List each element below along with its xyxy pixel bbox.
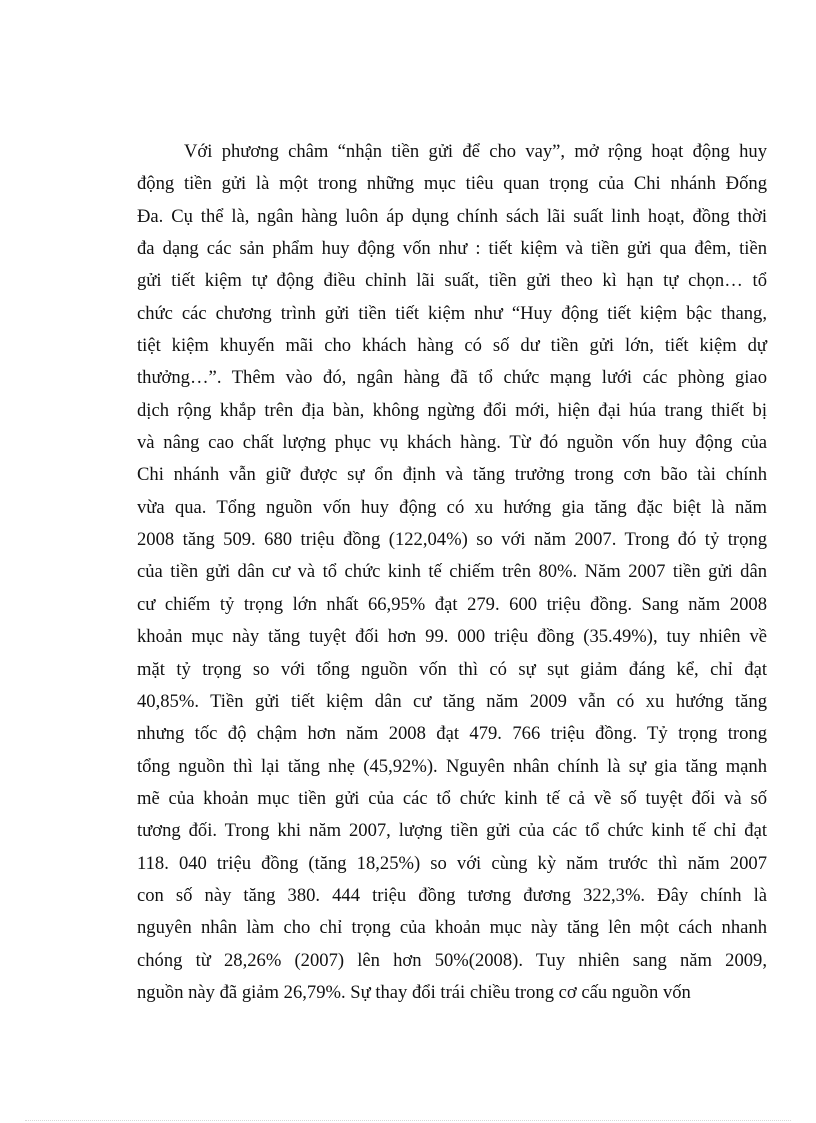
- paragraph-line: chóng từ 28,26% (2007) lên hơn 50%(2008). Tuy nhiên sang năm 2009,: [137, 949, 767, 971]
- paragraph-line: nguồn này đã giảm 26,79%. Sự thay đổi trái chiều trong cơ cấu nguồn vốn: [137, 981, 691, 1003]
- paragraph-line: tổng nguồn thì lại tăng nhẹ (45,92%). Nguyên nhân chính là sự gia tăng mạnh: [137, 755, 767, 777]
- paragraph-line: Với phương châm “nhận tiền gửi để cho vay”, mở rộng hoạt động huy: [184, 141, 767, 162]
- paragraph-line: tiệt kiệm khuyến mãi cho khách hàng có số dư tiền gửi lớn, tiết kiệm dự: [137, 335, 767, 357]
- paragraph-line: vừa qua. Tổng nguồn vốn huy động có xu hướng gia tăng đặc biệt là năm: [137, 496, 767, 518]
- paragraph-line: đa dạng các sản phẩm huy động vốn như : tiết kiệm và tiền gửi qua đêm, tiền: [137, 238, 767, 260]
- paragraph-line: tương đối. Trong khi năm 2007, lượng tiền gửi của các tổ chức kinh tế chỉ đạt: [137, 820, 767, 842]
- paragraph-line: Chi nhánh vẫn giữ được sự ổn định và tăng trưởng trong cơn bão tài chính: [137, 464, 767, 486]
- paragraph-line: mẽ của khoản mục tiền gửi của các tổ chức kinh tế cả về số tuyệt đối và số: [137, 787, 767, 809]
- paragraph-line: Đa. Cụ thể là, ngân hàng luôn áp dụng chính sách lãi suất linh hoạt, đồng thời: [137, 205, 767, 227]
- paragraph-line: thưởng…”. Thêm vào đó, ngân hàng đã tổ chức mạng lưới các phòng giao: [137, 367, 767, 389]
- paragraph-line: cư chiếm tỷ trọng lớn nhất 66,95% đạt 279. 600 triệu đồng. Sang năm 2008: [137, 593, 767, 615]
- paragraph-line: khoản mục này tăng tuyệt đối hơn 99. 000 triệu đồng (35.49%), tuy nhiên về: [137, 626, 767, 648]
- paragraph-line: gửi tiết kiệm tự động điều chỉnh lãi suất, tiền gửi theo kì hạn tự chọn… tổ: [137, 270, 767, 292]
- paragraph-line: 40,85%. Tiền gửi tiết kiệm dân cư tăng năm 2009 vẫn có xu hướng tăng: [137, 690, 767, 712]
- paragraph-line: động tiền gửi là một trong những mục tiêu quan trọng của Chi nhánh Đống: [137, 173, 767, 195]
- paragraph-line: 118. 040 triệu đồng (tăng 18,25%) so với cùng kỳ năm trước thì năm 2007: [137, 852, 767, 874]
- page-bottom-divider: [25, 1120, 791, 1121]
- paragraph-line: nhưng tốc độ chậm hơn năm 2008 đạt 479. 766 triệu đồng. Tỷ trọng trong: [137, 723, 767, 745]
- paragraph-line: của tiền gửi dân cư và tổ chức kinh tế chiếm trên 80%. Năm 2007 tiền gửi dân: [137, 561, 767, 583]
- paragraph-line: nguyên nhân làm cho chỉ trọng của khoản mục này tăng lên một cách nhanh: [137, 917, 767, 939]
- paragraph-line: và nâng cao chất lượng phục vụ khách hàng. Từ đó nguồn vốn huy động của: [137, 432, 767, 454]
- paragraph-line: dịch rộng khắp trên địa bàn, không ngừng đổi mới, hiện đại húa trang thiết bị: [137, 399, 767, 421]
- paragraph-line: 2008 tăng 509. 680 triệu đồng (122,04%) so với năm 2007. Trong đó tỷ trọng: [137, 529, 767, 551]
- paragraph-line: chức các chương trình gửi tiền tiết kiệm như “Huy động tiết kiệm bậc thang,: [137, 302, 767, 324]
- body-paragraph: [137, 136, 767, 1009]
- paragraph-line: con số này tăng 380. 444 triệu đồng tương đương 322,3%. Đây chính là: [137, 884, 767, 906]
- paragraph-line: mặt tỷ trọng so với tổng nguồn vốn thì có sự sụt giảm đáng kể, chỉ đạt: [137, 658, 767, 680]
